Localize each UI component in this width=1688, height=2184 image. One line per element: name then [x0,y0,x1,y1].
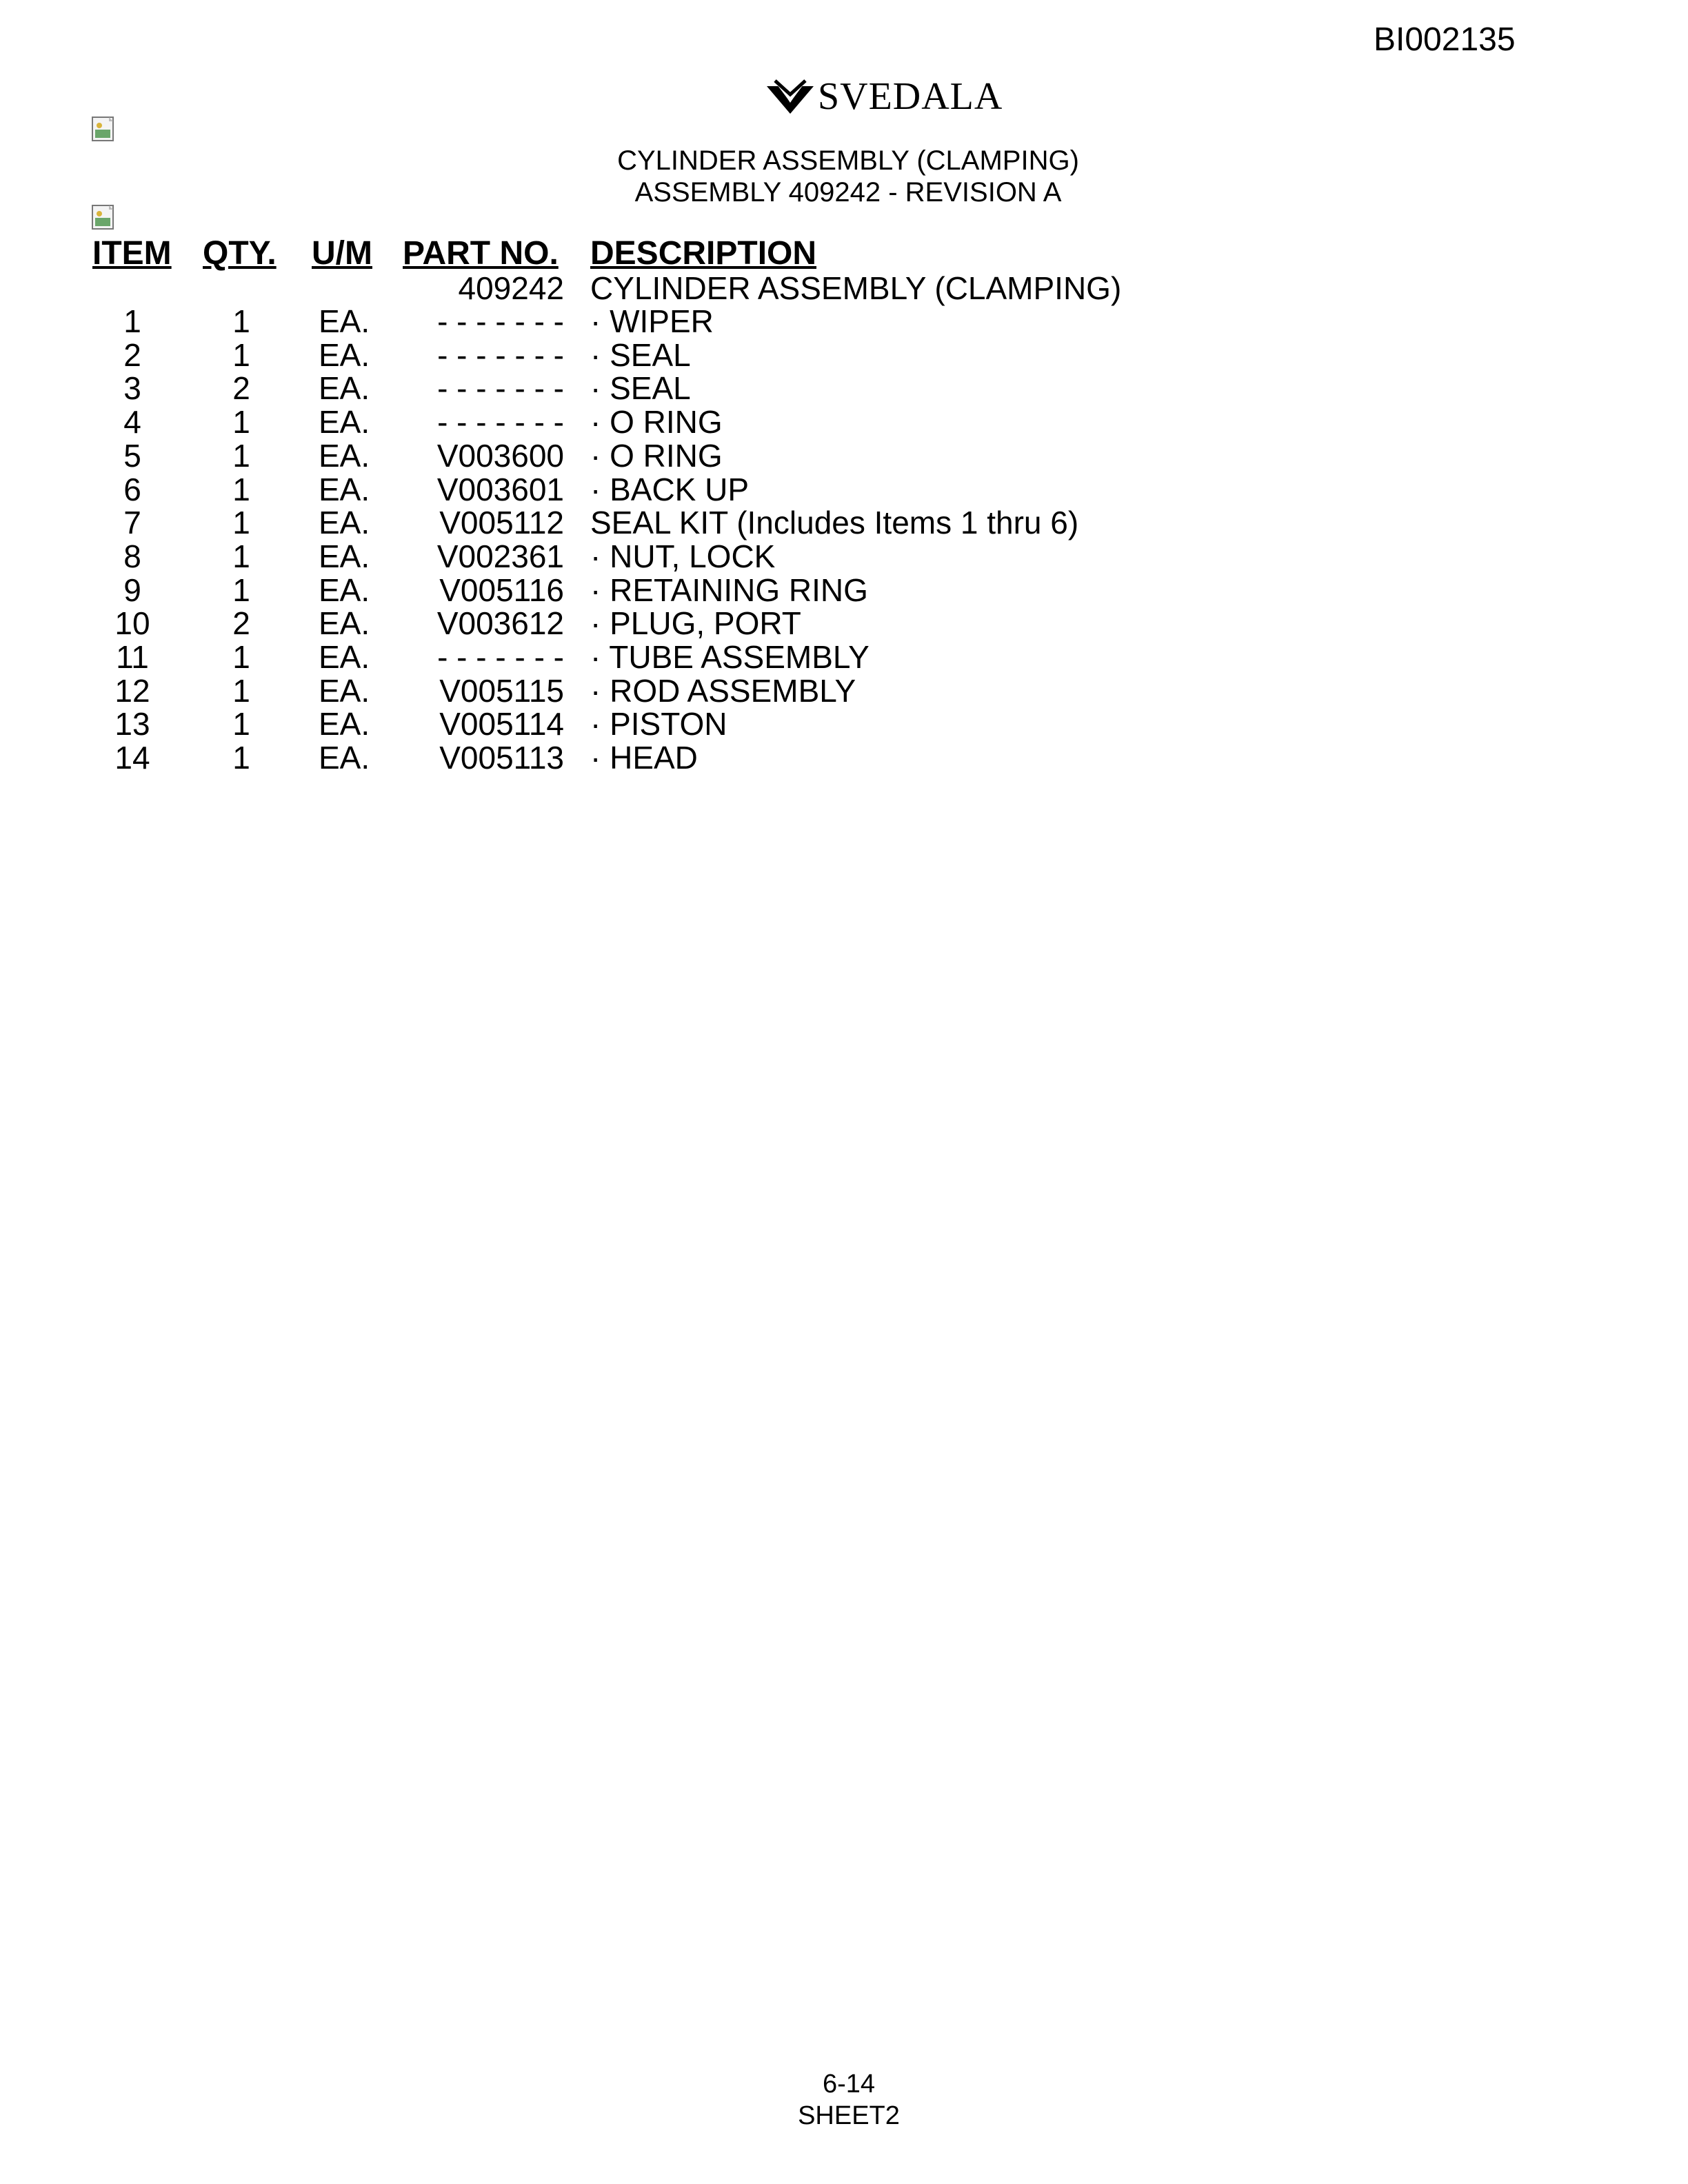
page-number: 6-14 [822,2070,876,2099]
item-cell: 7 [123,505,141,540]
document-id: BI002135 [1374,21,1516,58]
qty-cell: 1 [232,639,250,675]
part-no-cell: V002361 [436,538,564,574]
part-no-cell: - - - - - - - [437,639,564,675]
item-cell: 9 [123,572,141,608]
part-no-cell: V003600 [436,438,564,474]
item-cell: 11 [116,639,149,675]
um-cell: EA. [319,572,370,608]
description-cell: · SEAL [590,370,691,406]
item-cell: 8 [123,538,141,574]
header-um: U/M [312,235,372,272]
header-qty: QTY. [203,235,277,272]
qty-cell: 1 [232,438,250,474]
brand-name: SVEDALA [818,75,1003,118]
title-block [0,145,1688,208]
description-cell: · SEAL [590,337,691,373]
part-no-cell: V003612 [436,605,564,641]
part-no-cell: V005114 [439,706,564,742]
part-no-cell: V005113 [439,740,564,776]
description-cell: · NUT, LOCK [590,538,776,574]
qty-cell: 1 [232,538,250,574]
um-cell: EA. [319,673,370,709]
qty-cell: 1 [232,303,250,339]
header-item: ITEM [92,235,172,272]
um-cell: EA. [319,740,370,776]
description-cell: · O RING [590,404,723,440]
item-cell: 5 [123,438,141,474]
description-cell: · PISTON [590,706,727,742]
item-cell: 2 [123,337,141,373]
part-no-cell: - - - - - - - [437,370,564,406]
item-cell: 10 [114,605,150,641]
qty-cell: 1 [232,472,250,507]
part-no-cell: - - - - - - - [437,303,564,339]
qty-cell: 2 [232,370,250,406]
description-cell: SEAL KIT (Includes Items 1 thru 6) [590,505,1079,540]
um-cell: EA. [319,505,370,540]
um-cell: EA. [319,303,370,339]
qty-cell: 1 [232,505,250,540]
um-cell: EA. [319,639,370,675]
broken-image-icon [91,204,119,232]
description-cell: · PLUG, PORT [590,605,801,641]
description-cell: · O RING [590,438,723,474]
part-no-cell: - - - - - - - [437,337,564,373]
title-line-2: ASSEMBLY 409242 - REVISION A [634,177,1062,208]
description-cell: · HEAD [590,740,698,776]
item-cell: 14 [114,740,150,776]
part-no-cell: V005116 [439,572,564,608]
item-cell: 13 [114,706,150,742]
title-line-1: CYLINDER ASSEMBLY (CLAMPING) [617,145,1079,176]
footer [0,2068,1688,2132]
item-cell: 3 [123,370,141,406]
um-cell: EA. [319,706,370,742]
part-no-cell: V005112 [439,505,564,540]
sheet-label: SHEET2 [798,2101,900,2130]
header-description: DESCRIPTION [590,235,817,272]
item-cell: 1 [123,303,141,339]
description-cell: · ROD ASSEMBLY [590,673,856,709]
brand-logo [765,74,1003,119]
item-cell: 6 [123,472,141,507]
item-cell: 4 [123,404,141,440]
um-cell: EA. [319,404,370,440]
description-cell: CYLINDER ASSEMBLY (CLAMPING) [590,270,1122,306]
part-no-cell: - - - - - - - [437,404,564,440]
part-no-cell: 409242 [458,270,564,306]
description-cell: · RETAINING RING [590,572,868,608]
description-cell: · TUBE ASSEMBLY [590,639,870,675]
part-no-cell: V003601 [436,472,564,507]
um-cell: EA. [319,605,370,641]
svedala-logo-icon [765,79,815,114]
header-part-no: PART NO. [403,235,559,272]
part-no-cell: V005115 [439,673,564,709]
qty-cell: 1 [232,337,250,373]
qty-cell: 1 [232,404,250,440]
um-cell: EA. [319,538,370,574]
qty-cell: 1 [232,572,250,608]
description-cell: · WIPER [590,303,714,339]
qty-cell: 1 [232,673,250,709]
um-cell: EA. [319,472,370,507]
um-cell: EA. [319,438,370,474]
broken-image-icon [91,116,119,143]
description-cell: · BACK UP [590,472,750,507]
um-cell: EA. [319,370,370,406]
item-cell: 12 [114,673,150,709]
qty-cell: 1 [232,706,250,742]
um-cell: EA. [319,337,370,373]
qty-cell: 2 [232,605,250,641]
qty-cell: 1 [232,740,250,776]
